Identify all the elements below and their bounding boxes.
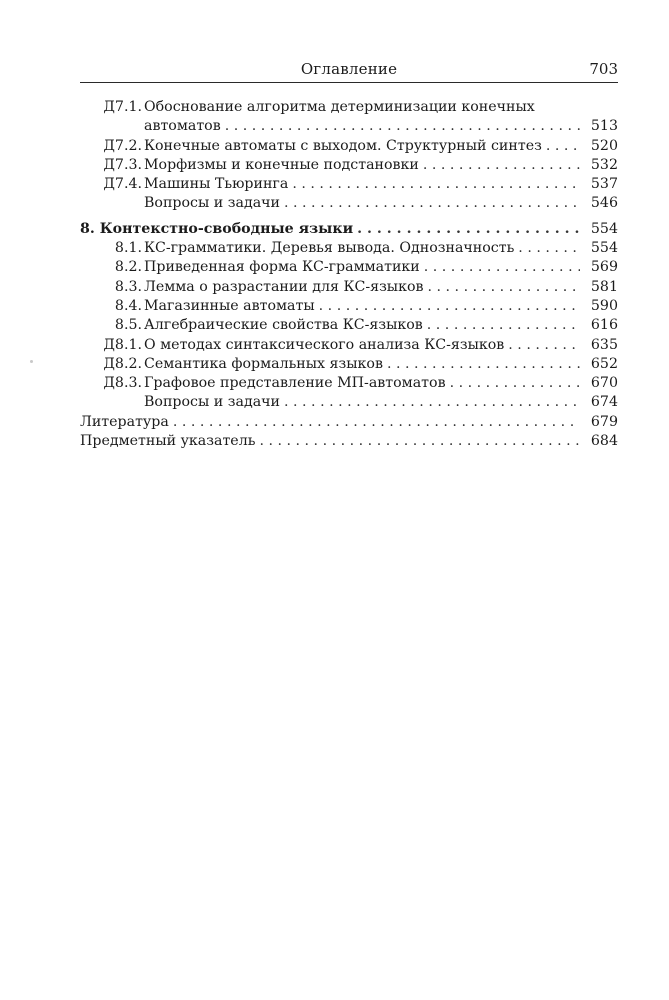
toc-entry-questions-8 [80,393,618,412]
dot-leader [225,117,580,136]
toc-entry-title: Обоснование алгоритма детерминизации конечных [144,99,535,115]
toc-entry-page: 679 [590,413,618,430]
toc-entry-title: Литература [80,413,169,430]
dot-leader [292,175,580,194]
toc-entry-8-2 [80,258,618,277]
toc-entry-title: Приведенная форма КС-грамматики [144,259,420,276]
toc-entry-page: 616 [590,317,618,334]
toc-entry-subject-index [80,432,618,451]
toc-entry-page: 590 [590,297,618,314]
toc-entry-page: 652 [590,355,618,372]
toc-entry-8-3 [80,278,618,297]
toc-entry-d7-3 [80,156,618,175]
running-head [80,60,618,84]
toc-entry-number: 8.5. [114,317,142,334]
toc-entry-d8-1 [80,336,618,355]
dot-leader [259,432,580,451]
dot-leader [450,374,580,393]
toc-entry-page: 569 [590,259,618,276]
table-of-contents [80,98,618,451]
toc-entry-8-5 [80,316,618,335]
toc-entry-title: Магазинные автоматы [144,297,315,314]
toc-entry-page: 670 [590,375,618,392]
toc-entry-title: Предметный указатель [80,433,256,450]
toc-entry-number: 8.2. [114,259,142,276]
dot-leader [387,355,580,374]
header-rule [80,82,618,83]
toc-entry-page: 554 [590,220,618,237]
toc-entry-title: Алгебраические свойства КС-языков [144,317,423,334]
toc-entry-page: 546 [590,195,618,212]
scan-speck [30,360,33,363]
dot-leader [423,156,580,175]
toc-entry-title: Вопросы и задачи [144,394,280,411]
toc-entry-title: Лемма о разрастании для КС-языков [144,278,424,295]
toc-entry-page: 635 [590,336,618,353]
toc-entry-title: Семантика формальных языков [144,355,383,372]
toc-entry-title-continued: автоматов [144,118,221,135]
toc-entry-number: Д7.4. [103,176,142,193]
toc-entry-title: Морфизмы и конечные подстановки [144,156,419,173]
toc-entry-number: Д7.3. [103,156,142,173]
toc-entry-title: Вопросы и задачи [144,195,280,212]
toc-entry-d7-1-line2 [80,117,618,136]
running-head-title: Оглавление [300,60,398,78]
dot-leader [319,297,580,316]
toc-entry-page: 532 [590,156,618,173]
toc-entry-number: 8.1. [114,240,142,257]
dot-leader [424,258,580,277]
dot-leader [427,316,580,335]
toc-entry-title: Машины Тьюринга [144,176,289,193]
toc-entry-number: Д8.1. [103,336,142,353]
toc-entry-literature [80,413,618,432]
toc-entry-number: 8.3. [114,278,142,295]
dot-leader [546,137,580,156]
toc-chapter-title: 8. Контекстно-свободные языки [80,220,354,237]
toc-entry-number: Д7.2. [103,137,142,154]
toc-entry-page: 674 [590,394,618,411]
toc-entry-number: Д8.2. [103,355,142,372]
toc-entry-title: КС-грамматики. Деревья вывода. Однозначность [144,240,515,257]
toc-entry-d7-4 [80,175,618,194]
toc-entry-8-1 [80,239,618,258]
toc-entry-number: Д7.1. [103,99,142,115]
toc-entry-number: Д8.3. [103,375,142,392]
toc-entry-number: 8.4. [114,297,142,314]
dot-leader [173,413,580,432]
toc-entry-page: 537 [590,176,618,193]
dot-leader [284,194,580,213]
toc-entry-questions-7 [80,194,618,213]
toc-entry-page: 513 [590,118,618,135]
toc-chapter-8 [80,220,618,239]
toc-entry-title: О методах синтаксического анализа КС-языков [144,336,505,353]
dot-leader [508,336,580,355]
toc-entry-page: 554 [590,240,618,257]
dot-leader [428,278,581,297]
toc-entry-d8-2 [80,355,618,374]
toc-entry-d7-1-line1 [80,98,618,117]
toc-entry-8-4 [80,297,618,316]
toc-entry-page: 581 [590,278,618,295]
dot-leader [357,220,580,239]
dot-leader [518,239,580,258]
toc-entry-title: Конечные автоматы с выходом. Структурный синтез [144,137,542,154]
toc-entry-title: Графовое представление МП-автоматов [144,375,446,392]
toc-entry-d8-3 [80,374,618,393]
toc-entry-d7-2 [80,137,618,156]
toc-entry-page: 684 [590,433,618,450]
dot-leader [284,393,580,412]
toc-entry-page: 520 [590,137,618,154]
page-number: 703 [589,60,618,78]
